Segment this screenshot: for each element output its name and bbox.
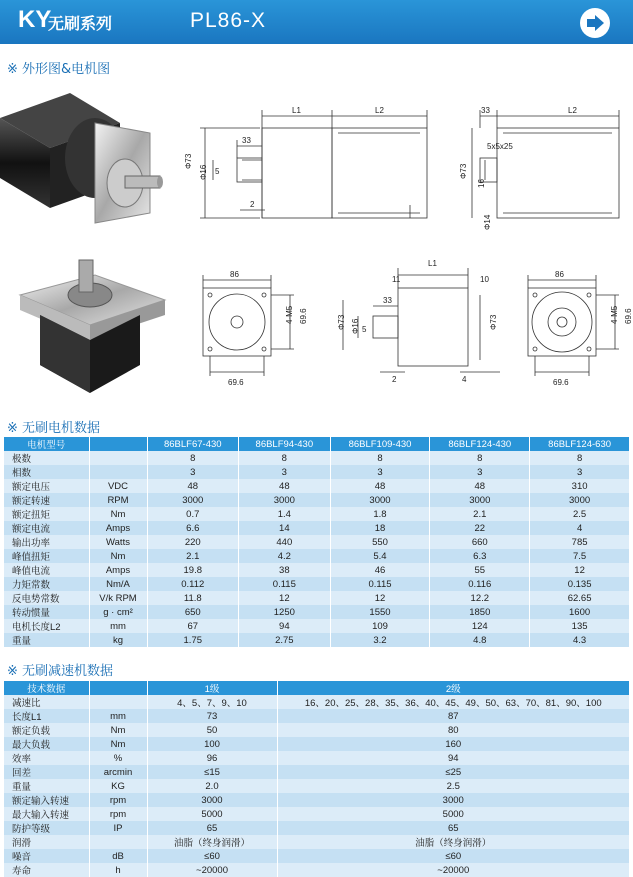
table-cell: 2.1 [147, 549, 239, 563]
table-header-cell: 86BLF67-430 [147, 437, 239, 451]
table-cell: Nm [89, 737, 147, 751]
table-cell: 660 [430, 535, 530, 549]
table-cell: 12 [530, 563, 630, 577]
table-cell: 3000 [147, 493, 239, 507]
reducer-data-table [4, 681, 630, 877]
dim-label: 16 [477, 179, 486, 188]
table-cell: 38 [239, 563, 331, 577]
table-cell: 12.2 [430, 591, 530, 605]
table-row [4, 807, 630, 821]
section-title-outline: ※ 外形图&电机图 [7, 62, 111, 77]
dim-label: Φ73 [489, 314, 498, 330]
table-cell: 7.5 [530, 549, 630, 563]
table-row [4, 863, 630, 877]
dim-label: 69.6 [553, 378, 569, 387]
table-cell: 油脂（终身润滑） [277, 835, 630, 849]
table-cell: 1.8 [330, 507, 430, 521]
table-cell: 5.4 [330, 549, 430, 563]
table-cell: 额定扭矩 [4, 507, 89, 521]
table-header-cell: 技术数据 [4, 681, 89, 695]
table-cell: 80 [277, 723, 630, 737]
table-cell: 长度L1 [4, 709, 89, 723]
dim-label: 4-M5 [285, 305, 294, 324]
table-cell: 电机长度L2 [4, 619, 89, 633]
table-cell: ≤25 [277, 765, 630, 779]
table-cell: Amps [89, 563, 147, 577]
table-cell: 2.5 [277, 779, 630, 793]
dim-label: 33 [242, 136, 251, 145]
table-cell: kg [89, 633, 147, 647]
dim-label: Φ16 [199, 164, 208, 180]
dim-label: 2 [392, 375, 397, 384]
dim-label: L1 [428, 259, 437, 268]
table-cell: 440 [239, 535, 331, 549]
table-header-cell: 86BLF124-630 [530, 437, 630, 451]
dim-label: 5 [362, 325, 367, 334]
dim-label: 69.6 [228, 378, 244, 387]
table-cell: 46 [330, 563, 430, 577]
table-cell: Nm [89, 507, 147, 521]
table-cell: 2.5 [530, 507, 630, 521]
table-cell: 94 [277, 751, 630, 765]
table-row [4, 605, 630, 619]
table-cell: 效率 [4, 751, 89, 765]
table-cell: 310 [530, 479, 630, 493]
dim-label: L1 [292, 106, 301, 115]
table-cell: 220 [147, 535, 239, 549]
table-cell: ≤60 [277, 849, 630, 863]
table-cell: 油脂（终身润滑） [147, 835, 277, 849]
table-cell: 550 [330, 535, 430, 549]
table-cell: 1850 [430, 605, 530, 619]
table-cell: rpm [89, 793, 147, 807]
table-cell: 8 [330, 451, 430, 465]
table-cell: 1250 [239, 605, 331, 619]
table-cell: ≤60 [147, 849, 277, 863]
table-header-cell: 86BLF94-430 [239, 437, 331, 451]
table-cell [89, 451, 147, 465]
table-cell: 额定电压 [4, 479, 89, 493]
table-cell: 重量 [4, 633, 89, 647]
table-cell: ≤15 [147, 765, 277, 779]
table-row [4, 709, 630, 723]
table-cell: 峰值电流 [4, 563, 89, 577]
table-cell: 1600 [530, 605, 630, 619]
table-row [4, 549, 630, 563]
dim-label: L2 [568, 106, 577, 115]
table-header-cell: 86BLF109-430 [330, 437, 430, 451]
table-cell [89, 835, 147, 849]
table-row [4, 835, 630, 849]
table-header-row [4, 681, 630, 695]
table-cell: % [89, 751, 147, 765]
table-cell: 额定负载 [4, 723, 89, 737]
dim-label: 69.6 [299, 308, 308, 324]
table-row [4, 451, 630, 465]
table-cell: 19.8 [147, 563, 239, 577]
table-cell: 重量 [4, 779, 89, 793]
table-cell: 3 [430, 465, 530, 479]
dim-label: 4 [462, 375, 467, 384]
table-cell: mm [89, 619, 147, 633]
dim-label: 86 [555, 270, 564, 279]
table-cell: 4.8 [430, 633, 530, 647]
table-row [4, 633, 630, 647]
table-cell: 峰值扭矩 [4, 549, 89, 563]
table-cell: 12 [239, 591, 331, 605]
table-header-cell: 电机型号 [4, 437, 89, 451]
table-cell: 5000 [147, 807, 277, 821]
table-cell: 94 [239, 619, 331, 633]
dim-label: 86 [230, 270, 239, 279]
table-cell: g · cm² [89, 605, 147, 619]
table-cell: KG [89, 779, 147, 793]
table-cell: 3000 [277, 793, 630, 807]
table-cell: 96 [147, 751, 277, 765]
table-cell: 109 [330, 619, 430, 633]
table-cell: 3 [239, 465, 331, 479]
model-label: PL86-X [190, 9, 267, 32]
table-cell: 16、20、25、28、35、36、40、45、49、50、63、70、81、90、100 [277, 695, 630, 709]
dim-label: 5x5x25 [487, 142, 513, 151]
section-title-motor: ※ 无刷电机数据 [7, 421, 101, 436]
dim-label: Φ14 [483, 214, 492, 230]
table-cell: RPM [89, 493, 147, 507]
table-cell: 2.75 [239, 633, 331, 647]
table-cell: Amps [89, 521, 147, 535]
table-row [4, 821, 630, 835]
table-cell: 3 [530, 465, 630, 479]
table-header-row [4, 437, 630, 451]
table-cell: 22 [430, 521, 530, 535]
table-cell: 0.116 [430, 577, 530, 591]
dim-label: L2 [375, 106, 384, 115]
table-cell: 反电势常数 [4, 591, 89, 605]
table-cell: ~20000 [277, 863, 630, 877]
table-cell: 4.2 [239, 549, 331, 563]
table-cell: 1.4 [239, 507, 331, 521]
table-cell: 2.1 [430, 507, 530, 521]
table-cell: 67 [147, 619, 239, 633]
table-cell: 转动惯量 [4, 605, 89, 619]
table-cell: 4、5、7、9、10 [147, 695, 277, 709]
table-cell: 4.3 [530, 633, 630, 647]
table-cell: 0.115 [330, 577, 430, 591]
table-row [4, 793, 630, 807]
table-cell: 785 [530, 535, 630, 549]
table-row [4, 751, 630, 765]
motor-data-table [4, 437, 630, 647]
table-cell: Watts [89, 535, 147, 549]
table-cell: VDC [89, 479, 147, 493]
dim-label: 11 [392, 275, 401, 284]
brand-label: KY [18, 6, 52, 33]
table-cell: 650 [147, 605, 239, 619]
table-cell: 160 [277, 737, 630, 751]
table-cell: dB [89, 849, 147, 863]
table-cell: 输出功率 [4, 535, 89, 549]
table-row [4, 591, 630, 605]
dim-label: 33 [481, 106, 490, 115]
table-cell: 1550 [330, 605, 430, 619]
dim-label: 5 [215, 167, 220, 176]
table-row [4, 849, 630, 863]
dim-label: 69.6 [624, 308, 633, 324]
table-row [4, 479, 630, 493]
table-row [4, 507, 630, 521]
table-cell: mm [89, 709, 147, 723]
table-row [4, 723, 630, 737]
table-cell: 3 [330, 465, 430, 479]
table-header-cell: 1级 [147, 681, 277, 695]
series-label: 无刷系列 [48, 14, 113, 33]
table-cell: 6.6 [147, 521, 239, 535]
table-cell: 0.115 [239, 577, 331, 591]
table-cell: 回差 [4, 765, 89, 779]
table-cell: 73 [147, 709, 277, 723]
table-cell: 减速比 [4, 695, 89, 709]
table-cell: 4 [530, 521, 630, 535]
table-cell: 极数 [4, 451, 89, 465]
table-cell: 额定电流 [4, 521, 89, 535]
table-cell: 噪音 [4, 849, 89, 863]
table-cell: Nm [89, 723, 147, 737]
table-cell: h [89, 863, 147, 877]
dim-label: Φ73 [184, 153, 193, 169]
table-cell: IP [89, 821, 147, 835]
section-title-reducer: ※ 无刷减速机数据 [7, 664, 114, 679]
table-cell: 力矩常数 [4, 577, 89, 591]
table-row [4, 563, 630, 577]
table-row [4, 765, 630, 779]
table-cell: 12 [330, 591, 430, 605]
table-cell: 1.75 [147, 633, 239, 647]
table-cell: 3000 [239, 493, 331, 507]
table-cell [89, 695, 147, 709]
dim-label: 33 [383, 296, 392, 305]
table-cell [89, 465, 147, 479]
table-cell: 62.65 [530, 591, 630, 605]
table-cell: 3000 [147, 793, 277, 807]
table-cell: 3000 [530, 493, 630, 507]
table-cell: 3.2 [330, 633, 430, 647]
table-row [4, 493, 630, 507]
table-row [4, 779, 630, 793]
dimension-drawings [0, 0, 633, 420]
table-header-cell: 2级 [277, 681, 630, 695]
table-cell: 50 [147, 723, 277, 737]
dim-label: 10 [480, 275, 489, 284]
table-cell: 6.3 [430, 549, 530, 563]
table-cell: 14 [239, 521, 331, 535]
table-cell: 3 [147, 465, 239, 479]
table-cell: 8 [147, 451, 239, 465]
table-cell: V/k RPM [89, 591, 147, 605]
table-cell: 2.0 [147, 779, 277, 793]
table-row [4, 535, 630, 549]
table-cell: 100 [147, 737, 277, 751]
table-cell: 65 [147, 821, 277, 835]
table-cell: 最大负载 [4, 737, 89, 751]
table-header-cell [89, 681, 147, 695]
table-row [4, 465, 630, 479]
table-cell: ~20000 [147, 863, 277, 877]
table-cell: 8 [239, 451, 331, 465]
table-cell: 0.7 [147, 507, 239, 521]
table-row [4, 737, 630, 751]
table-cell: 135 [530, 619, 630, 633]
table-cell: 8 [530, 451, 630, 465]
table-cell: arcmin [89, 765, 147, 779]
table-cell: 48 [239, 479, 331, 493]
dim-label: Φ73 [459, 163, 468, 179]
table-cell: 防护等级 [4, 821, 89, 835]
table-row [4, 521, 630, 535]
table-cell: 87 [277, 709, 630, 723]
table-header-cell [89, 437, 147, 451]
dim-label: Φ16 [351, 318, 360, 334]
table-cell: 48 [330, 479, 430, 493]
table-cell: rpm [89, 807, 147, 821]
table-row [4, 695, 630, 709]
table-header-cell: 86BLF124-430 [430, 437, 530, 451]
table-cell: Nm/A [89, 577, 147, 591]
dim-label: Φ73 [337, 314, 346, 330]
table-cell: 55 [430, 563, 530, 577]
table-row [4, 577, 630, 591]
table-cell: 65 [277, 821, 630, 835]
table-cell: 最大输入转速 [4, 807, 89, 821]
table-cell: 124 [430, 619, 530, 633]
table-cell: 48 [430, 479, 530, 493]
table-cell: 18 [330, 521, 430, 535]
table-cell: 额定输入转速 [4, 793, 89, 807]
table-cell: 额定转速 [4, 493, 89, 507]
table-cell: 3000 [330, 493, 430, 507]
dim-label: 4-M5 [610, 305, 619, 324]
table-row [4, 619, 630, 633]
table-cell: 润滑 [4, 835, 89, 849]
table-cell: Nm [89, 549, 147, 563]
dim-label: 2 [250, 200, 255, 209]
table-cell: 48 [147, 479, 239, 493]
table-cell: 3000 [430, 493, 530, 507]
table-cell: 0.135 [530, 577, 630, 591]
table-cell: 11.8 [147, 591, 239, 605]
table-cell: 5000 [277, 807, 630, 821]
table-cell: 相数 [4, 465, 89, 479]
table-cell: 8 [430, 451, 530, 465]
table-cell: 寿命 [4, 863, 89, 877]
table-cell: 0.112 [147, 577, 239, 591]
